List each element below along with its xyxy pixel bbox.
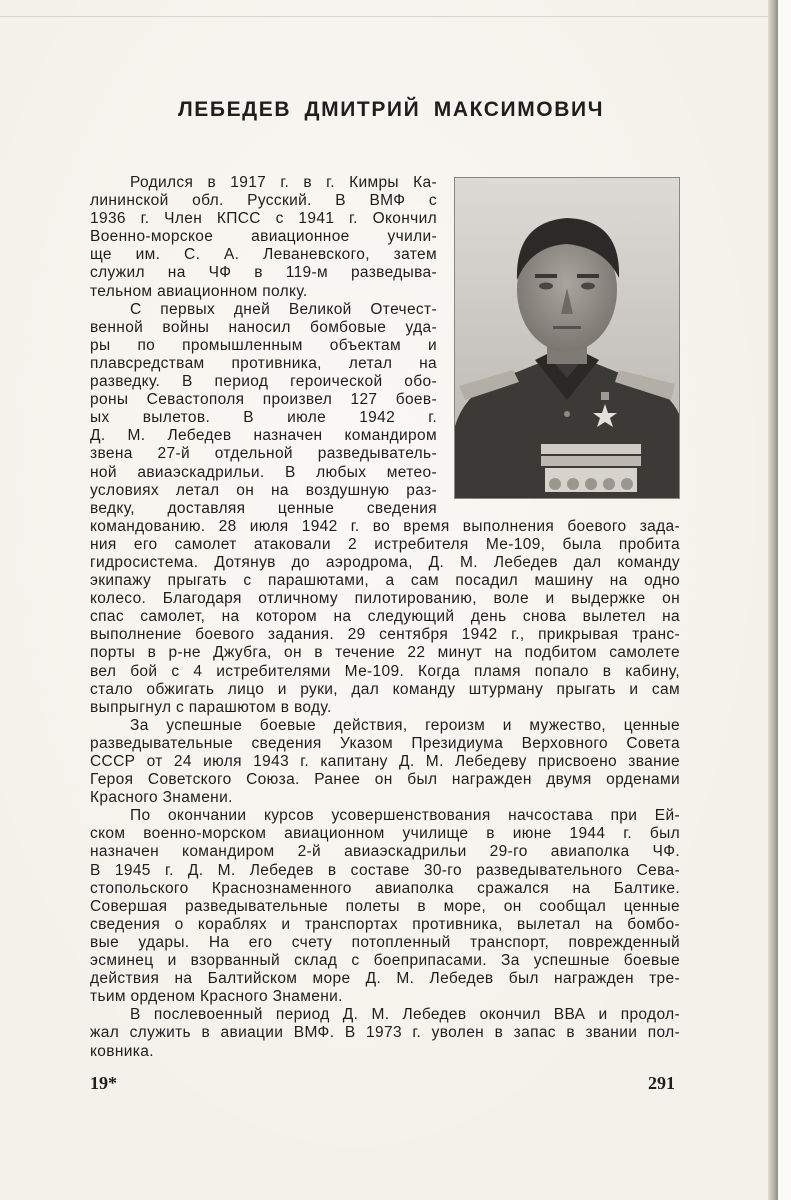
text-line: сведения о кораблях и транспортах противника, вылетал на бомбо- <box>90 915 680 933</box>
paragraph <box>90 1006 680 1060</box>
text-line: венной войны наносил бомбовые уда- <box>90 318 437 336</box>
page-top-edge <box>0 16 770 17</box>
text-line: По окончании курсов усовершенствования начсостава при Ей- <box>130 807 680 825</box>
text-line: лининской обл. Русский. В ВМФ с <box>90 192 437 210</box>
text-line: 1936 г. Член КПСС с 1941 г. Окончил <box>90 210 437 228</box>
text-line: Героя Советского Союза. Ранее он был награжден двумя орденами <box>90 771 680 789</box>
text-line: звена 27-й отдельной разведыватель- <box>90 445 437 463</box>
page-right-margin <box>778 0 791 1200</box>
text-line: действия на Балтийском море Д. М. Лебедев был награжден тре- <box>90 970 680 988</box>
text-line: ще им. С. А. Леваневского, затем <box>90 246 437 264</box>
text-line: тельном авиационном полку. <box>90 282 308 300</box>
text-line: ния его самолет атаковали 2 истребителя Ме-109, была пробита <box>90 535 680 553</box>
paragraph <box>90 717 680 807</box>
text-line: В 1945 г. Д. М. Лебедев в составе 30-го разведывательного Сева- <box>90 861 680 879</box>
text-line: Родился в 1917 г. в г. Кимры Ка- <box>130 174 437 191</box>
text-line: колесо. Благодаря отличному пилотированию, воле и выдержке он <box>90 590 680 608</box>
text-line: Д. М. Лебедев назначен командиром <box>90 427 437 445</box>
text-line: Совершая разведывательные полеты в море, он сообщал ценные <box>90 897 680 915</box>
text-line: назначен командиром 2-й авиаэскадрильи 29-го авиаполка ЧФ. <box>90 843 680 861</box>
text-line: В послевоенный период Д. М. Лебедев окончил ВВА и продол- <box>130 1006 680 1024</box>
text-line: ведку, доставляя ценные сведения <box>90 499 437 517</box>
text-line: разведывательные сведения Указом Президиума Верховного Совета <box>90 734 680 752</box>
text-line: роны Севастополя произвел 127 боев- <box>90 391 437 409</box>
text-line: тьим орденом Красного Знамени. <box>90 988 343 1006</box>
text-line: служил на ЧФ в 119-м разведыва- <box>90 264 437 282</box>
text-line: стало обжигать лицо и руки, дал команду штурману прыгать и сам <box>90 680 680 698</box>
text-line: вел бой с 4 истребителями Ме-109. Когда пламя попало в кабину, <box>90 662 680 680</box>
text-line: выпрыгнул с парашютом в воду. <box>90 698 332 716</box>
page-title: ЛЕБЕДЕВ ДМИТРИЙ МАКСИМОВИЧ <box>177 98 605 121</box>
text-line: вые удары. На его счету потопленный транспорт, поврежденный <box>90 933 680 951</box>
text-line: стопольского Краснознаменного авиаполка сражался на Балтике. <box>90 879 680 897</box>
signature-mark: 19* <box>90 1073 117 1093</box>
paragraph <box>90 807 680 1006</box>
text-line: экипажу прыгать с парашютами, а сам посадил машину на одно <box>90 572 680 590</box>
text-line: Красного Знамени. <box>90 789 233 807</box>
portrait-photo <box>455 178 679 498</box>
text-line: жал служить в авиации ВМФ. В 1973 г. уволен в запас в звании пол- <box>90 1024 680 1042</box>
text-line: ры по промышленным объектам и <box>90 336 437 354</box>
text-line: условиях летал он на воздушную раз- <box>90 481 437 499</box>
text-line: ском военно-морском авиационном училище в июне 1944 г. был <box>90 825 680 843</box>
text-line: За успешные боевые действия, героизм и мужество, ценные <box>130 716 680 734</box>
text-line: СССР от 24 июля 1943 г. капитану Д. М. Лебедеву присвоено звание <box>90 753 680 770</box>
text-line: порты в р-не Джубга, он в течение 22 минут на подбитом самолете <box>90 644 680 662</box>
text-line: С первых дней Великой Отечест- <box>130 300 437 318</box>
text-line: выполнение боевого задания. 29 сентября 1942 г., прикрывая транс- <box>90 626 680 644</box>
text-line: ых вылетов. В июле 1942 г. <box>90 409 437 427</box>
portrait-photo-icon <box>455 178 679 498</box>
text-line: ной авиаэскадрильи. В любых метео- <box>90 463 437 481</box>
text-line: командованию. 28 июля 1942 г. во время выполнения боевого зада- <box>90 517 680 535</box>
text-line: гидросистема. Дотянув до аэродрома, Д. М. Лебедев дал команду <box>90 553 680 571</box>
text-line: Военно-морское авиационное учили- <box>90 228 437 246</box>
page-number: 291 <box>648 1073 675 1093</box>
text-line: плавсредствам противника, летал на <box>90 354 437 372</box>
text-line: разведку. В период героической обо- <box>90 373 437 391</box>
page-binding-shadow <box>768 0 778 1200</box>
text-line: спас самолет, на котором на следующий день снова вылетел на <box>90 608 680 626</box>
text-line: ковника. <box>90 1042 154 1060</box>
text-line: эсминец и взорванный склад с боеприпасами. За успешные боевые <box>90 952 680 970</box>
